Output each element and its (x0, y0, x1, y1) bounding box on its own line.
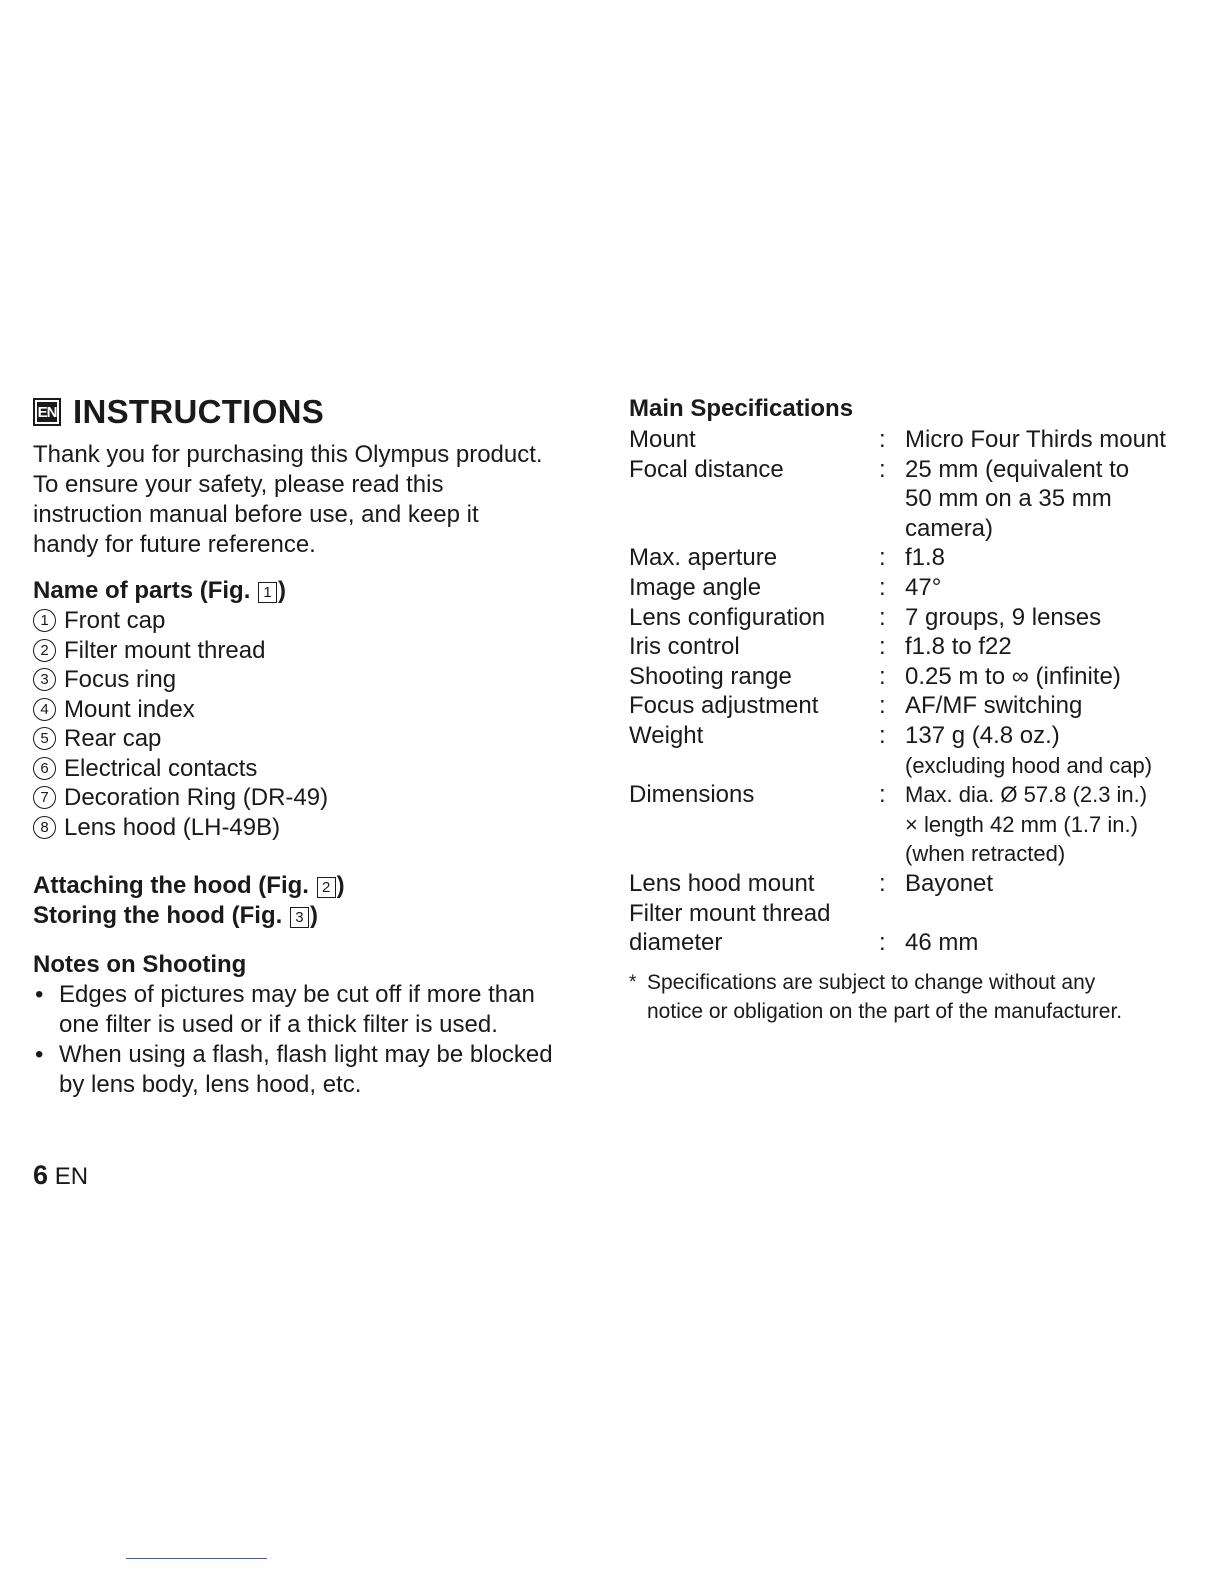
specifications-heading: Main Specifications (629, 395, 854, 422)
circled-number: 4 (33, 698, 56, 721)
list-item: 3 Focus ring (33, 665, 593, 695)
spec-row: Filter mount thread diameter : 46 mm (629, 899, 979, 957)
intro-line: Thank you for purchasing this Olympus product. (33, 441, 543, 468)
figure-number-box: 3 (290, 907, 309, 928)
circled-number: 1 (33, 609, 56, 632)
figure-number-box: 1 (258, 582, 277, 603)
left-column (33, 390, 593, 1100)
intro-line: instruction manual before use, and keep it (33, 501, 479, 528)
parts-list (33, 606, 593, 842)
intro-line: To ensure your safety, please read this (33, 471, 444, 498)
circled-number: 6 (33, 757, 56, 780)
intro-line: handy for future reference. (33, 531, 316, 558)
spec-row: Lens hood mount : Bayonet (629, 869, 994, 897)
parts-heading: Name of parts (Fig. 1 ) (33, 577, 287, 604)
list-item: • When using a flash, flash light may be blocked by lens body, lens hood, etc. (35, 1041, 553, 1098)
notes-heading: Notes on Shooting (33, 951, 247, 978)
list-item: 2 Filter mount thread (33, 636, 593, 666)
circled-number: 7 (33, 786, 56, 809)
page-title: INSTRUCTIONS (73, 393, 325, 430)
store-hood-heading: Storing the hood (Fig. 3 ) (33, 902, 318, 929)
page-number: 6 EN (33, 1160, 89, 1190)
list-item: • Edges of pictures may be cut off if more than one filter is used or if a thick filter is used. (35, 981, 535, 1038)
section-title (33, 390, 593, 434)
list-item: 4 Mount index (33, 695, 593, 725)
language-badge-icon: EN (33, 398, 61, 426)
list-item: 5 Rear cap (33, 724, 593, 754)
spec-row: Mount : Micro Four Thirds mount (629, 426, 1166, 453)
spec-row: Max. aperture : f1.8 (629, 544, 946, 572)
circled-number: 5 (33, 727, 56, 750)
divider (126, 1558, 267, 1559)
bullet-icon: • (35, 981, 44, 1008)
circled-number: 8 (33, 816, 56, 839)
spec-row: Focal distance : 25 mm (equivalent to 50 mm on a 35 mm camera) (629, 455, 1130, 542)
spec-row: Focus adjustment : AF/MF switching (629, 692, 1083, 720)
intro-paragraph (33, 440, 593, 560)
list-item: 7 Decoration Ring (DR-49) (33, 783, 593, 813)
spec-row: Dimensions : Max. dia. Ø 57.8 (2.3 in.) × length 42 mm (1.7 in.) (when retracted) (629, 781, 1148, 867)
bullet-icon: • (35, 1041, 44, 1068)
spec-row: Weight : 137 g (4.8 oz.) (excluding hood and cap) (629, 721, 1153, 778)
specifications-column (629, 392, 1199, 1026)
spec-row: Image angle : 47° (629, 573, 942, 601)
figure-number-box: 2 (317, 877, 336, 898)
list-item: 8 Lens hood (LH-49B) (33, 813, 593, 843)
specifications-footnote: * Specifications are subject to change without any notice or obligation on the part of the manufacturer. (629, 970, 1123, 1023)
spec-row: Lens configuration : 7 groups, 9 lenses (629, 603, 1102, 631)
spec-row: Shooting range : 0.25 m to ∞ (infinite) (629, 662, 1121, 690)
circled-number: 3 (33, 668, 56, 691)
list-item: 1 Front cap (33, 606, 593, 636)
attach-hood-heading: Attaching the hood (Fig. 2 ) (33, 872, 345, 899)
circled-number: 2 (33, 639, 56, 662)
spec-row: Iris control : f1.8 to f22 (629, 633, 1012, 661)
list-item: 6 Electrical contacts (33, 754, 593, 784)
